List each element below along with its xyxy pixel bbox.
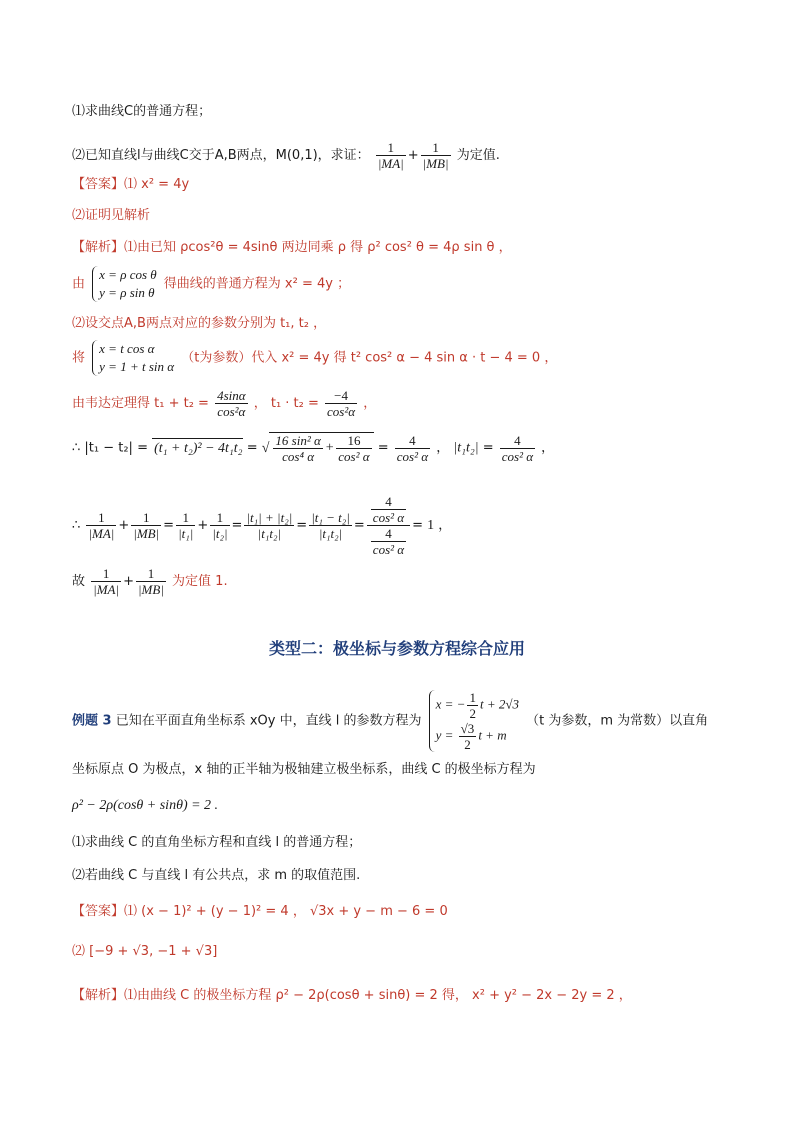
analysis-4-prefix: 将 (72, 350, 86, 366)
analysis-6-prefix: ∴ |t₁ − t₂| = (72, 440, 148, 456)
analysis-4-suffix: （t为参数）代入 x² = 4y 得 t² cos² α − 4 sin α · t − 4 = 0 ， (181, 350, 558, 366)
question-1: ⑴求曲线C的普通方程； (72, 104, 212, 119)
conclusion-prefix: 故 (72, 574, 86, 589)
parametric-system-2: x = t cos α y = 1 + t sin α (92, 340, 174, 376)
analysis-5-end: ， (363, 396, 377, 411)
fraction-product-roots: $\frac{-4}{\text{cos²α}}$ (327, 388, 356, 419)
fraction-1-over-ma: $\frac{1}{|MA|}$ (377, 140, 404, 171)
fraction-sum-roots: $\frac{4\sin\alpha}{\text{cos²α}}$ (217, 388, 246, 419)
analysis-line-1 (72, 238, 512, 258)
analysis-7-prefix: ∴ (72, 518, 81, 533)
analysis-5-prefix: 由韦达定理得 t₁ + t₂ = (72, 396, 209, 411)
analysis-line-4 (72, 340, 557, 376)
example-question-1: ⑴求曲线 C 的直角坐标方程和直线 l 的普通方程； (72, 835, 362, 850)
fraction-diff-result: $\frac{4}{\text{cos² α}}$ (396, 432, 429, 464)
example-analysis-text-1: ⑴由曲线 C 的极坐标方程 ρ² − 2ρ(cosθ + sinθ) = 2 得， x² + y² − 2x − 2y = 2 ， (124, 988, 632, 1003)
example-intro-suffix: （t 为参数，m 为常数）以直角 (526, 713, 709, 729)
answer-line-2: ⑵证明见解析 (72, 208, 151, 223)
example-label: 例题 3 (72, 713, 112, 729)
example-line-3: ρ² − 2ρ(cosθ + sinθ) = 2 . (72, 798, 219, 813)
analysis-line-5 (72, 388, 376, 419)
analysis-2-prefix: 由 (72, 276, 86, 292)
parametric-system-1: x = ρ cos θ y = ρ sin θ (92, 266, 157, 302)
example-line-2: 坐标原点 O 为极点，x 轴的正半轴为极轴建立极坐标系，曲线 C 的极坐标方程为 (72, 762, 536, 777)
question-2: ⑵已知直线l与曲线C交于A,B两点，M(0,1)，求证： $\frac{1}{|MA|}$ + $\frac{1}{|MB|}$ 为定值. (72, 140, 500, 171)
question-2-suffix: 为定值. (456, 148, 500, 163)
example-intro: 已知在平面直角坐标系 xOy 中，直线 l 的参数方程为 (115, 713, 422, 729)
line-parametric-system: x = − $\frac{1}{2}$ t + 2√3 y = $\frac{√3}{2}$ t + m (429, 690, 519, 752)
fraction-product-abs: $\frac{4}{\text{cos² α}}$ (501, 432, 534, 464)
example-intro-line (72, 690, 708, 752)
answer-1: ⑴ x² = 4y (124, 177, 190, 192)
analysis-2-suffix: 得曲线的普通方程为 x² = 4y ； (163, 276, 351, 292)
analysis-5-mid: ， t₁ · t₂ = (253, 396, 319, 411)
question-2-prefix: ⑵已知直线l与曲线C交于A,B两点，M(0,1)，求证： (72, 148, 370, 163)
example-answer-line-2: ⑵ [−9 + √3, −1 + √3] (72, 944, 218, 959)
example-analysis-label: 【解析】 (72, 988, 125, 1003)
example-question-2: ⑵若曲线 C 与直线 l 有公共点，求 m 的取值范围. (72, 868, 361, 883)
answer-label: 【答案】 (72, 177, 125, 192)
example-answer-line-1 (72, 902, 448, 922)
analysis-line-3: ⑵设交点A,B两点对应的参数分别为 t₁, t₂ ， (72, 316, 327, 331)
analysis-line-7: ∴ $\frac{1}{|MA|}$ + $\frac{1}{|MB|}$ = $\frac{1}{\text{|t₁|}}$ + $\frac{1}{\text{|t₂|}}$ = $\frac{\text{|t₁| + |t₂|}}{\text{|t₁t₂|}}$ = $\frac{\text{|t₁ − t₂|}}{\text{|t₁t₂|}}$ = $\frac{\frac{4}{\text{cos² α}}}{\frac{4}{\text{cos² α}}}$ = 1 ， (72, 494, 452, 557)
analysis-line-2 (72, 266, 350, 302)
analysis-line-6: ∴ |t₁ − t₂| = (t₁ + t₂)² − 4t₁t₂ = √ $\frac{\text{16 sin² α}}{\text{cos⁴ α}}$ + $\frac{16}{\text{cos² α}}$ = $\frac{4}{\text{cos² α}}$ ， |t₁t₂| = $\frac{4}{\text{cos² α}}$ ， (72, 432, 555, 464)
conclusion-line: 故 $\frac{1}{|MA|}$ + $\frac{1}{|MB|}$ 为定值 1. (72, 566, 228, 597)
answer-line-1 (72, 175, 189, 195)
example-answer-1: ⑴ (x − 1)² + (y − 1)² = 4 ， √3x + y − m − 6 = 0 (124, 904, 448, 919)
compound-fraction: $\frac{\frac{4}{\text{cos² α}}}{\frac{4}{\text{cos² α}}}$ (367, 494, 410, 557)
analysis-text-1: ⑴由已知 ρcos²θ = 4sinθ 两边同乘 ρ 得 ρ² cos² θ = 4ρ sin θ ， (124, 240, 512, 255)
section-title: 类型二：极坐标与参数方程综合应用 (268, 639, 525, 658)
conclusion-suffix: 为定值 1. (172, 574, 228, 589)
example-analysis-line-1 (72, 986, 632, 1006)
example-answer-label: 【答案】 (72, 904, 125, 919)
analysis-label: 【解析】 (72, 240, 125, 255)
fraction-1-over-mb: $\frac{1}{|MB|}$ (422, 140, 449, 171)
